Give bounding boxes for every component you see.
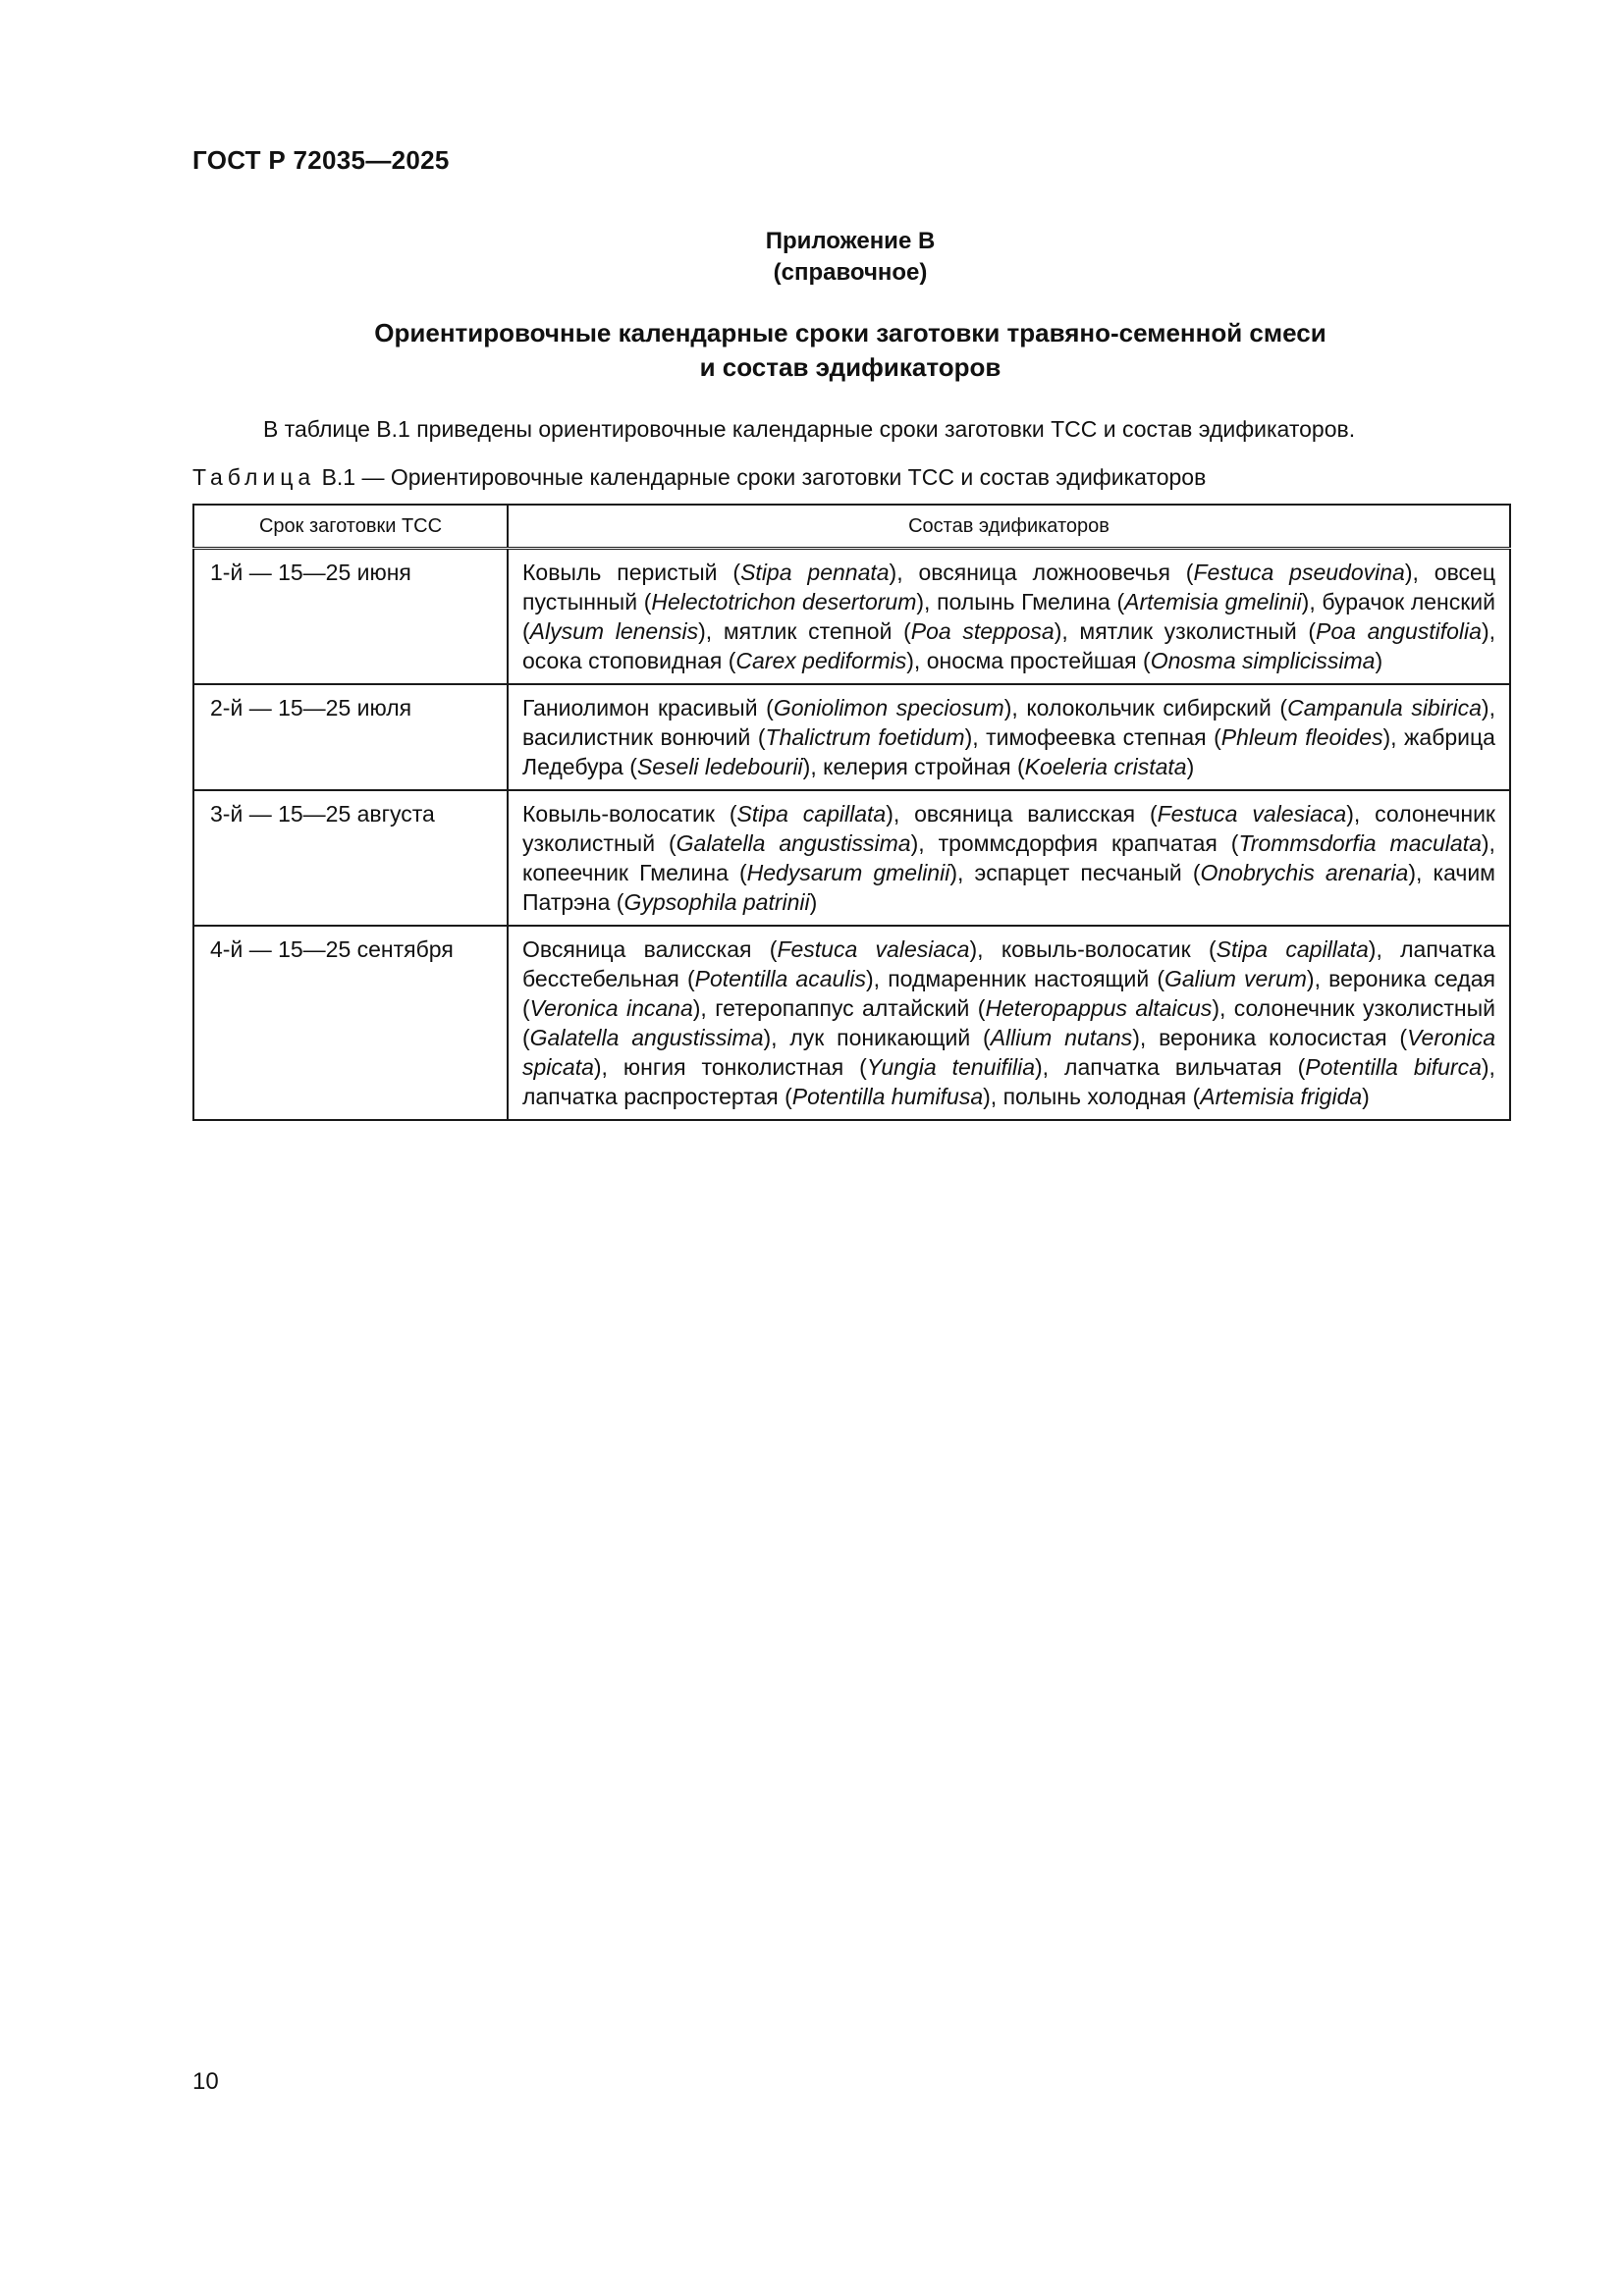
species-latin-name: Hedysarum gmelinii (746, 860, 950, 885)
species-latin-name: Potentilla acaulis (694, 966, 867, 991)
species-latin-name: Festuca valesiaca (777, 936, 970, 962)
page-number: 10 (192, 2068, 219, 2095)
species-latin-name: Stipa capillata (1216, 936, 1369, 962)
species-latin-name: Festuca pseudovina (1193, 560, 1405, 585)
species-name: лапчатка бесстебельная (522, 936, 1495, 991)
table-row (193, 684, 1510, 790)
species-name: вероника седая (1328, 966, 1495, 991)
harvest-term-cell: 3-й — 15—25 августа (193, 790, 508, 926)
species-latin-name: Seseli ledebourii (636, 754, 803, 779)
species-latin-name: Yungia tenuifilia (866, 1054, 1035, 1080)
species-latin-name: Heteropappus altaicus (985, 995, 1213, 1021)
harvest-term-cell: 4-й — 15—25 сентября (193, 926, 508, 1120)
species-name: бурачок ленский (1322, 589, 1495, 614)
species-latin-name: Galium verum (1164, 966, 1307, 991)
table-caption (192, 462, 1518, 492)
species-name: подмаренник настоящий (888, 966, 1150, 991)
species-latin-name: Campanula sibirica (1287, 695, 1482, 721)
species-latin-name: Alysum lenensis (529, 618, 699, 644)
species-name: василистник вонючий (522, 724, 751, 750)
species-name: келерия стройная (823, 754, 1011, 779)
table-row (193, 926, 1510, 1120)
species-latin-name: Galatella angustissima (676, 830, 911, 856)
species-latin-name: Stipa capillata (736, 801, 887, 827)
species-latin-name: Onosma simplicissima (1150, 648, 1376, 673)
species-name: ковыль-волосатик (1001, 936, 1191, 962)
species-latin-name: Trommsdorfia maculata (1238, 830, 1482, 856)
species-name: копеечник Гмелина (522, 860, 729, 885)
species-name: Ковыль перистый (522, 560, 718, 585)
appendix-label: Приложение В (765, 228, 936, 254)
species-latin-name: Veronica spicata (522, 1025, 1495, 1080)
species-latin-name: Artemisia frigida (1200, 1084, 1363, 1109)
species-name: колокольчик сибирский (1026, 695, 1272, 721)
appendix-heading (192, 226, 1508, 289)
species-name: осока стоповидная (522, 648, 723, 673)
species-latin-name: Carex pediformis (735, 648, 907, 673)
harvest-term-cell: 1-й — 15—25 июня (193, 549, 508, 685)
species-latin-name: Goniolimon speciosum (773, 695, 1004, 721)
species-name: качим Патрэна (522, 860, 1495, 915)
species-latin-name: Poa stepposa (910, 618, 1055, 644)
species-name: лапчатка вильчатая (1064, 1054, 1282, 1080)
table-header-row (193, 505, 1510, 549)
appendix-title-line-2: и состав эдификаторов (699, 352, 1001, 382)
appendix-title (192, 316, 1508, 385)
appendix-title-line-1: Ориентировочные календарные сроки заготовки травяно-семенной смеси (374, 318, 1326, 347)
species-latin-name: Thalictrum foetidum (765, 724, 965, 750)
species-name: троммсдорфия крапчатая (938, 830, 1218, 856)
document-code: ГОСТ Р 72035—2025 (192, 145, 450, 175)
species-latin-name: Gypsophila patrinii (623, 889, 810, 915)
species-latin-name: Festuca valesiaca (1157, 801, 1347, 827)
species-name: эспарцет песчаный (974, 860, 1182, 885)
species-name: гетеропаппус алтайский (715, 995, 970, 1021)
species-name: Ковыль-волосатик (522, 801, 715, 827)
header-harvest-term: Срок заготовки ТСС (193, 505, 508, 549)
species-latin-name: Onobrychis arenaria (1200, 860, 1409, 885)
appendix-status: (справочное) (773, 259, 928, 286)
species-name: вероника колосистая (1159, 1025, 1387, 1050)
species-latin-name: Potentilla bifurca (1305, 1054, 1482, 1080)
edificator-composition-cell: Ковыль перистый (Stipa pennata), овсяница ложноовечья (Festuca pseudovina), овсец пустынный (Helectotrichon desertorum), полынь Гмелина (Artemisia gmelinii), бурачок ленский (Alysum lenensis), мятлик степной (Poa stepposa), мятлик узколистный (Poa angustifolia), осока стоповидная (Carex pediformis), оносма простейшая (Onosma simplicissima) (508, 549, 1510, 685)
species-latin-name: Potentilla humifusa (791, 1084, 984, 1109)
species-name: полынь холодная (1002, 1084, 1187, 1109)
header-edificator-composition: Состав эдификаторов (508, 505, 1510, 549)
edificator-composition-cell: Овсяница валисская (Festuca valesiaca), ковыль-волосатик (Stipa capillata), лапчатка бесстебельная (Potentilla acaulis), подмаренник настоящий (Galium verum), вероника седая (Veronica incana), гетеропаппус алтайский (Heteropappus altaicus), солонечник узколистный (Galatella angustissima), лук поникающий (Allium nutans), вероника колосистая (Veronica spicata), юнгия тонколистная (Yungia tenuifilia), лапчатка вильчатая (Potentilla bifurca), лапчатка распростертая (Potentilla humifusa), полынь холодная (Artemisia frigida) (508, 926, 1510, 1120)
edificator-composition-cell: Ковыль-волосатик (Stipa capillata), овсяница валисская (Festuca valesiaca), солонечник узколистный (Galatella angustissima), троммсдорфия крапчатая (Trommsdorfia maculata), копеечник Гмелина (Hedysarum gmelinii), эспарцет песчаный (Onobrychis arenaria), качим Патрэна (Gypsophila patrinii) (508, 790, 1510, 926)
species-latin-name: Stipa pennata (740, 560, 890, 585)
table-caption-text: В.1 — Ориентировочные календарные сроки заготовки ТСС и состав эдификаторов (315, 464, 1207, 490)
species-latin-name: Veronica incana (529, 995, 693, 1021)
species-name: мятлик степной (723, 618, 893, 644)
species-latin-name: Helectotrichon desertorum (651, 589, 917, 614)
species-name: овсяница ложноовечья (918, 560, 1170, 585)
table-body (193, 549, 1510, 1121)
species-latin-name: Artemisia gmelinii (1124, 589, 1302, 614)
species-name: юнгия тонколистная (623, 1054, 844, 1080)
table-row (193, 549, 1510, 685)
species-name: полынь Гмелина (937, 589, 1110, 614)
species-latin-name: Poa angustifolia (1316, 618, 1482, 644)
species-name: лапчатка распростертая (522, 1084, 779, 1109)
species-name: овсец пустынный (522, 560, 1495, 614)
harvest-term-cell: 2-й — 15—25 июля (193, 684, 508, 790)
species-name: лук поникающий (789, 1025, 971, 1050)
species-latin-name: Galatella angustissima (529, 1025, 764, 1050)
species-latin-name: Allium nutans (990, 1025, 1133, 1050)
species-latin-name: Phleum fleoides (1220, 724, 1383, 750)
species-name: солонечник узколистный (522, 801, 1495, 856)
species-name: жабрица Ледебура (522, 724, 1495, 779)
species-name: мятлик узколистный (1079, 618, 1297, 644)
species-name: овсяница валисская (914, 801, 1136, 827)
intro-paragraph: В таблице В.1 приведены ориентировочные календарные сроки заготовки ТСС и состав эдификаторов. (263, 416, 1356, 442)
harvest-table (192, 504, 1511, 1121)
table-row (193, 790, 1510, 926)
species-name: оносма простейшая (926, 648, 1137, 673)
species-latin-name: Koeleria cristata (1024, 754, 1187, 779)
table-caption-label: Таблица (192, 464, 316, 490)
species-name: тимофеевка степная (986, 724, 1207, 750)
edificator-composition-cell: Ганиолимон красивый (Goniolimon speciosum), колокольчик сибирский (Campanula sibirica), василистник вонючий (Thalictrum foetidum), тимофеевка степная (Phleum fleoides), жабрица Ледебура (Seseli ledebourii), келерия стройная (Koeleria cristata) (508, 684, 1510, 790)
species-name: Овсяница валисская (522, 936, 752, 962)
species-name: Ганиолимон красивый (522, 695, 758, 721)
species-name: солонечник узколистный (1233, 995, 1495, 1021)
